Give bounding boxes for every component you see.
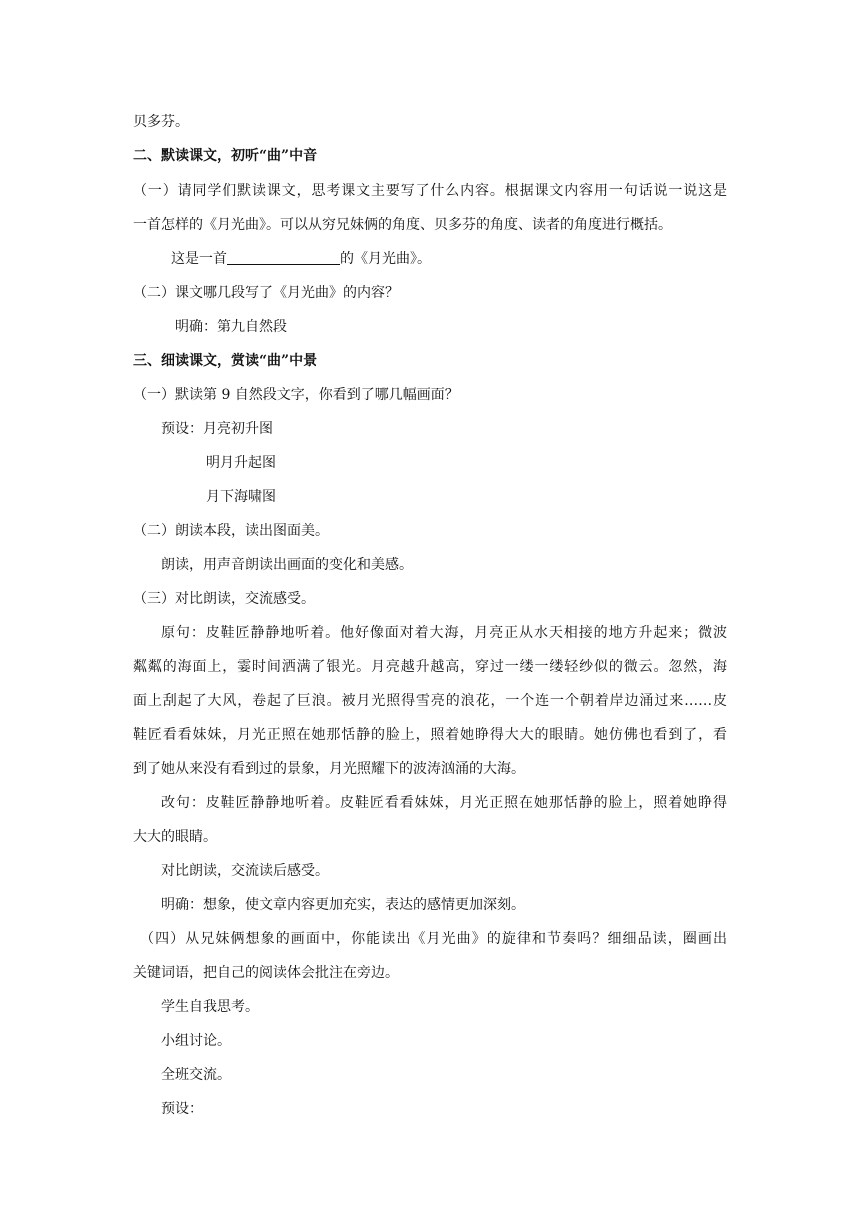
paragraph-text: 对比朗读，交流读后感受。 — [161, 863, 329, 879]
paragraph-text: 月下海啸图 — [206, 489, 276, 505]
paragraph-text: （三）对比朗读，交流感受。 — [133, 591, 315, 607]
paragraph-text: （二）朗读本段，读出图面美。 — [133, 523, 329, 539]
fill-in-blank — [227, 250, 340, 265]
paragraph-text: 鞋匠看看妹妹，月光正照在她那恬静的脸上，照着她睁得大大的眼睛。她仿佛也看到了，看 — [133, 727, 727, 743]
fill-in-prefix: 这是一首 — [171, 251, 227, 267]
paragraph-text: （二）课文哪几段写了《月光曲》的内容？ — [133, 285, 399, 301]
paragraph-text: 明确：第九自然段 — [175, 319, 287, 335]
paragraph-text: （一）请同学们默读课文，思考课文主要写了什么内容。根据课文内容用一句话说一说这是 — [133, 183, 727, 199]
paragraph-text: 大大的眼睛。 — [133, 829, 217, 845]
paragraph-text: 明月升起图 — [206, 455, 276, 471]
paragraph-text: 粼粼的海面上，霎时间洒满了银光。月亮越升越高，穿过一缕一缕轻纱似的微云。忽然，海 — [133, 659, 727, 675]
paragraph-text: 朗读，用声音朗读出画面的变化和美感。 — [161, 557, 413, 573]
section-heading-2: 二、默读课文，初听“曲”中音 — [133, 148, 318, 164]
fill-in-sentence — [171, 249, 431, 269]
paragraph-text: 明确：想象，使文章内容更加充实，表达的感情更加深刻。 — [161, 897, 525, 913]
paragraph-text: （四）从兄妹俩想象的画面中，你能读出《月光曲》的旋律和节奏吗？细细品读，圈画出 — [140, 931, 727, 947]
paragraph-text: 关键词语，把自己的阅读体会批注在旁边。 — [133, 965, 399, 981]
paragraph-text: 一首怎样的《月光曲》。可以从穷兄妹俩的角度、贝多芬的角度、读者的角度进行概括。 — [133, 217, 672, 233]
paragraph-text: 学生自我思考。 — [161, 999, 259, 1015]
paragraph-text: （一）默读第 9 自然段文字，你看到了哪几幅画面？ — [133, 387, 459, 403]
fill-in-suffix: 的《月光曲》。 — [340, 251, 431, 267]
paragraph-text: 贝多芬。 — [133, 114, 189, 130]
paragraph-text: 预设：月亮初升图 — [161, 421, 273, 437]
paragraph-text: 面上刮起了大风，卷起了巨浪。被月光照得雪亮的浪花，一个连一个朝着岸边涌过来……皮 — [133, 693, 727, 709]
paragraph-text: 改句：皮鞋匠静静地听着。皮鞋匠看看妹妹，月光正照在她那恬静的脸上，照着她睁得 — [161, 795, 727, 811]
paragraph-text: 全班交流。 — [161, 1067, 231, 1083]
paragraph-text: 原句：皮鞋匠静静地听着。他好像面对着大海，月亮正从水天相接的地方升起来；微波 — [161, 625, 727, 641]
paragraph-text: 预设： — [161, 1101, 203, 1117]
paragraph-text: 到了她从来没有看到过的景象，月光照耀下的波涛汹涌的大海。 — [133, 761, 525, 777]
paragraph-text: 小组讨论。 — [161, 1033, 231, 1049]
section-heading-3: 三、细读课文，赏读“曲”中景 — [133, 353, 318, 369]
